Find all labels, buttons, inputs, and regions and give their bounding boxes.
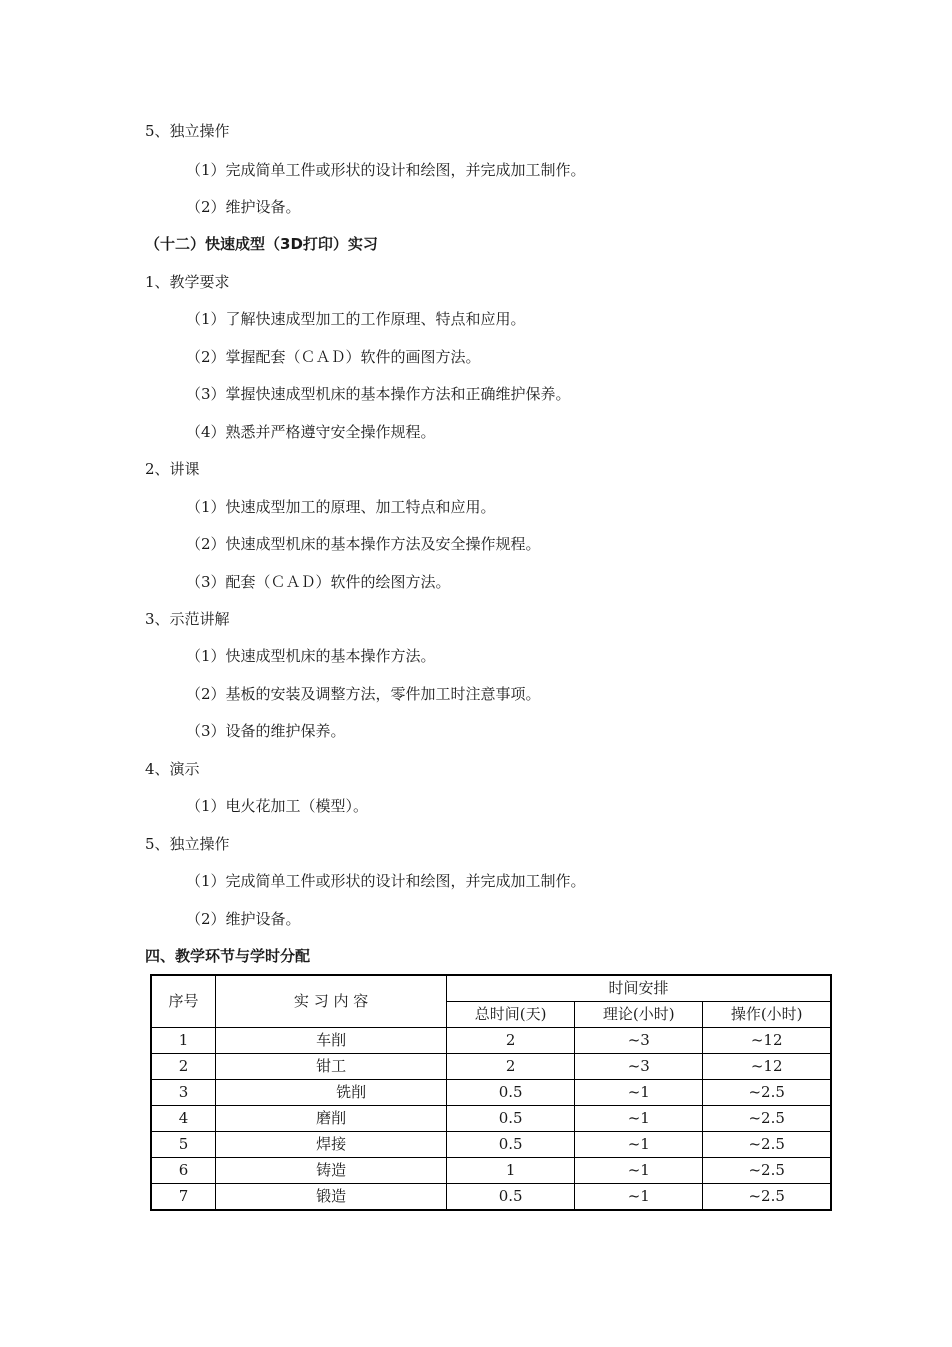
sub-item: （1）了解快速成型加工的工作原理、特点和应用。 [186, 310, 526, 328]
cell-seq: 6 [151, 1158, 216, 1184]
cell-practice: ~12 [703, 1028, 831, 1054]
item-heading: 5、独立操作 [145, 835, 230, 853]
table-row [151, 1080, 831, 1106]
cell-practice: ~2.5 [703, 1080, 831, 1106]
cell-total: 0.5 [447, 1106, 575, 1132]
sub-item: （2）快速成型机床的基本操作方法及安全操作规程。 [186, 535, 541, 553]
schedule-table [150, 974, 832, 1211]
header-content: 实 习 内 容 [216, 975, 447, 1028]
item-heading: 3、示范讲解 [145, 610, 230, 628]
sub-item: （2）基板的安装及调整方法，零件加工时注意事项。 [186, 685, 541, 703]
cell-content: 钳工 [216, 1054, 447, 1080]
header-practice: 操作(小时) [703, 1002, 831, 1028]
sub-item: （1）完成简单工件或形状的设计和绘图，并完成加工制作。 [186, 161, 586, 179]
cell-seq: 3 [151, 1080, 216, 1106]
sub-item: （3）掌握快速成型机床的基本操作方法和正确维护保养。 [186, 385, 571, 403]
cell-total: 2 [447, 1028, 575, 1054]
cell-theory: ~1 [575, 1106, 703, 1132]
cell-total: 0.5 [447, 1184, 575, 1211]
table-header-row [151, 975, 831, 1002]
header-theory: 理论(小时) [575, 1002, 703, 1028]
item-heading: 2、讲课 [145, 460, 200, 478]
table-row [151, 1158, 831, 1184]
cell-seq: 7 [151, 1184, 216, 1211]
cell-content: 焊接 [216, 1132, 447, 1158]
section-title: 四、教学环节与学时分配 [145, 947, 311, 965]
sub-item: （1）完成简单工件或形状的设计和绘图，并完成加工制作。 [186, 872, 586, 890]
header-total: 总时间(天) [447, 1002, 575, 1028]
sub-item: （1）快速成型加工的原理、加工特点和应用。 [186, 498, 496, 516]
cell-content: 铸造 [216, 1158, 447, 1184]
header-time-group: 时间安排 [447, 975, 831, 1002]
cell-content: 铣削 [216, 1080, 447, 1106]
cell-seq: 5 [151, 1132, 216, 1158]
cell-practice: ~2.5 [703, 1184, 831, 1211]
table-row [151, 1106, 831, 1132]
sub-item: （3）配套（ＣＡＤ）软件的绘图方法。 [186, 573, 451, 591]
table-row [151, 1054, 831, 1080]
sub-item: （2）维护设备。 [186, 910, 301, 928]
cell-seq: 4 [151, 1106, 216, 1132]
item-heading: 1、教学要求 [145, 273, 230, 291]
cell-total: 1 [447, 1158, 575, 1184]
cell-theory: ~1 [575, 1080, 703, 1106]
cell-practice: ~2.5 [703, 1158, 831, 1184]
cell-practice: ~2.5 [703, 1106, 831, 1132]
table-row [151, 1028, 831, 1054]
table-row [151, 1184, 831, 1211]
sub-item: （1）电火花加工（模型）。 [186, 797, 369, 815]
cell-seq: 2 [151, 1054, 216, 1080]
cell-total: 2 [447, 1054, 575, 1080]
cell-content: 车削 [216, 1028, 447, 1054]
sub-item: （3）设备的维护保养。 [186, 722, 346, 740]
cell-total: 0.5 [447, 1132, 575, 1158]
cell-theory: ~3 [575, 1028, 703, 1054]
cell-content: 锻造 [216, 1184, 447, 1211]
sub-item: （4）熟悉并严格遵守安全操作规程。 [186, 423, 436, 441]
cell-theory: ~3 [575, 1054, 703, 1080]
table-row [151, 1132, 831, 1158]
cell-theory: ~1 [575, 1158, 703, 1184]
item-heading: 5、独立操作 [145, 122, 230, 140]
cell-content: 磨削 [216, 1106, 447, 1132]
header-seq: 序号 [151, 975, 216, 1028]
sub-item: （2）掌握配套（ＣＡＤ）软件的画图方法。 [186, 348, 481, 366]
cell-practice: ~2.5 [703, 1132, 831, 1158]
sub-item: （2）维护设备。 [186, 198, 301, 216]
cell-practice: ~12 [703, 1054, 831, 1080]
section-title: （十二）快速成型（3D打印）实习 [145, 235, 378, 253]
cell-theory: ~1 [575, 1184, 703, 1211]
item-heading: 4、演示 [145, 760, 200, 778]
sub-item: （1）快速成型机床的基本操作方法。 [186, 647, 436, 665]
cell-seq: 1 [151, 1028, 216, 1054]
cell-total: 0.5 [447, 1080, 575, 1106]
cell-theory: ~1 [575, 1132, 703, 1158]
